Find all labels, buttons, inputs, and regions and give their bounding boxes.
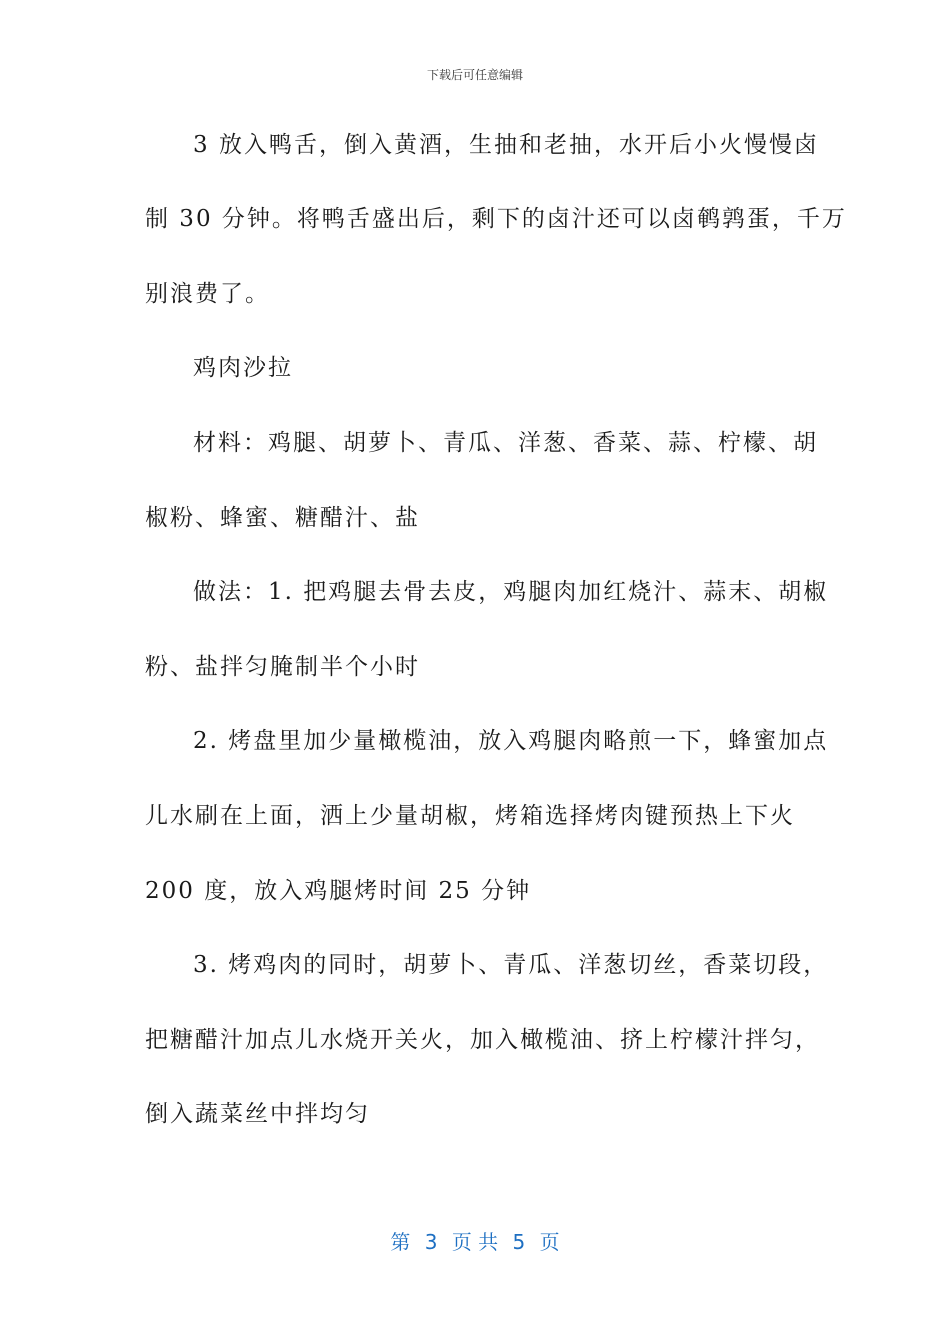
total-pages-number: 5 [512,1230,526,1254]
paragraph-line: 材料：鸡腿、胡萝卜、青瓜、洋葱、香菜、蒜、柠檬、胡 [193,430,818,456]
footer-ye: 页 [539,1230,560,1254]
footer-di: 第 [390,1230,411,1254]
paragraph-line: 做法：1. 把鸡腿去骨去皮，鸡腿肉加红烧汁、蒜末、胡椒 [193,579,829,605]
paragraph-line: 把糖醋汁加点儿水烧开关火，加入橄榄油、挤上柠檬汁拌匀， [145,1027,820,1053]
page-footer [0,1226,950,1255]
paragraph-line: 制 30 分钟。将鸭舌盛出后，剩下的卤汁还可以卤鹌鹑蛋，千万 [145,206,847,232]
footer-ye-gong: 页 共 [451,1230,499,1254]
paragraph-line: 3. 烤鸡肉的同时，胡萝卜、青瓜、洋葱切丝，香菜切段， [193,952,829,978]
paragraph-line: 儿水刷在上面，洒上少量胡椒，烤箱选择烤肉键预热上下火 [145,803,795,829]
paragraph-line: 200 度，放入鸡腿烤时间 25 分钟 [145,878,532,904]
current-page-number: 3 [424,1230,438,1254]
section-heading: 鸡肉沙拉 [193,355,293,381]
paragraph-line: 2. 烤盘里加少量橄榄油，放入鸡腿肉略煎一下，蜂蜜加点 [193,728,829,754]
paragraph-line: 倒入蔬菜丝中拌均匀 [145,1101,370,1127]
paragraph-line: 粉、盐拌匀腌制半个小时 [145,654,420,680]
paragraph-line: 椒粉、蜂蜜、糖醋汁、盐 [145,505,420,531]
paragraph-line: 3 放入鸭舌，倒入黄酒，生抽和老抽，水开后小火慢慢卤 [193,132,819,158]
header-note: 下载后可任意编辑 [426,68,523,82]
paragraph-line: 别浪费了。 [145,281,270,307]
